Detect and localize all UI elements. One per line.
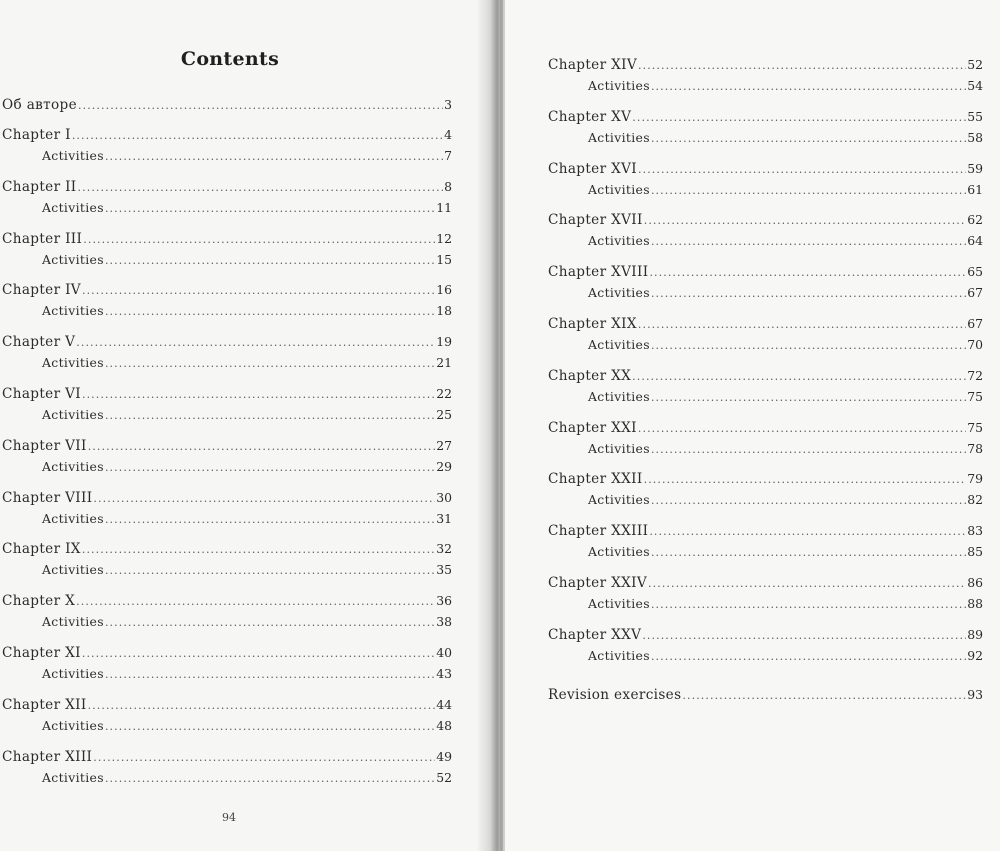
toc-activities-entry[interactable] (2, 300, 452, 321)
toc-chapter-entry[interactable] (548, 54, 983, 75)
dot-leader (638, 55, 966, 76)
toc-chapter-group (548, 520, 983, 572)
toc-activities-entry[interactable] (548, 541, 983, 562)
toc-activities-entry[interactable] (548, 386, 983, 407)
chapter-label: Chapter XV (548, 108, 632, 125)
toc-chapter-entry[interactable] (2, 228, 452, 249)
activities-page: 48 (436, 717, 452, 733)
toc-chapter-entry[interactable] (548, 572, 983, 593)
toc-entry-label: Об авторе (2, 97, 78, 113)
toc-chapter-group (2, 435, 452, 487)
chapter-page: 67 (967, 315, 983, 331)
dot-leader (76, 332, 435, 353)
chapter-label: Chapter XIX (548, 315, 637, 332)
dot-leader (76, 591, 435, 612)
activities-page: 70 (967, 336, 983, 352)
toc-chapter-entry[interactable] (2, 124, 452, 145)
dot-leader (632, 366, 966, 387)
toc-chapter-entry[interactable] (2, 590, 452, 611)
chapter-page: 40 (436, 644, 452, 660)
toc-activities-entry[interactable] (548, 593, 983, 614)
dot-leader (651, 231, 966, 252)
chapter-page: 72 (967, 367, 983, 383)
chapter-page: 4 (444, 127, 452, 142)
toc-chapter-entry[interactable] (548, 365, 983, 386)
left-page (0, 0, 490, 851)
dot-leader (78, 95, 443, 116)
dot-leader (651, 542, 966, 563)
toc-chapter-group (2, 487, 452, 539)
chapter-label: Chapter III (2, 230, 83, 247)
activities-label: Activities (42, 717, 104, 733)
chapter-label: Chapter VII (2, 437, 87, 454)
dot-leader (651, 594, 966, 615)
activities-label: Activities (42, 510, 104, 526)
toc-entry-revision[interactable] (548, 684, 983, 705)
activities-label: Activities (588, 181, 650, 197)
chapter-label: Chapter XXIII (548, 523, 649, 540)
dot-leader (93, 488, 435, 509)
dot-leader (651, 490, 966, 511)
dot-leader (88, 436, 436, 457)
chapter-page: 59 (967, 160, 983, 176)
chapter-label: Chapter XXII (548, 471, 643, 488)
activities-page: 31 (436, 510, 452, 526)
toc-activities-entry[interactable] (2, 197, 452, 218)
toc-activities-entry[interactable] (548, 179, 983, 200)
chapter-label: Chapter XI (2, 644, 81, 661)
chapter-page: 75 (967, 419, 983, 435)
chapter-page: 49 (436, 748, 452, 764)
chapter-label: Chapter XIV (548, 57, 638, 73)
chapter-label: Chapter VI (2, 385, 81, 402)
toc-activities-entry[interactable] (2, 352, 452, 373)
toc-chapter-entry[interactable] (2, 746, 452, 767)
activities-label: Activities (42, 148, 104, 163)
dot-leader (105, 560, 435, 581)
chapter-label: Chapter IX (2, 541, 81, 558)
chapter-label: Chapter XXIV (548, 574, 648, 591)
dot-leader (651, 646, 966, 667)
toc-activities-entry[interactable] (2, 456, 452, 477)
chapter-page: 16 (436, 282, 452, 298)
dot-leader (651, 335, 966, 356)
dot-leader (88, 695, 436, 716)
dot-leader (105, 612, 435, 633)
activities-label: Activities (588, 647, 650, 663)
dot-leader (651, 128, 966, 149)
toc-chapter-group (2, 331, 452, 383)
toc-chapter-group (2, 642, 452, 694)
dot-leader (682, 685, 966, 706)
toc-chapter-entry[interactable] (548, 106, 983, 127)
activities-page: 54 (967, 78, 983, 93)
toc-chapter-group (2, 538, 452, 590)
activities-label: Activities (588, 78, 650, 93)
toc-chapter-group (548, 209, 983, 261)
toc-chapter-entry[interactable] (2, 331, 452, 352)
activities-page: 92 (967, 647, 983, 663)
chapter-page: 32 (436, 541, 452, 557)
dot-leader (644, 469, 967, 490)
left-toc-list (2, 94, 452, 797)
chapter-label: Chapter V (2, 334, 76, 351)
activities-page: 61 (967, 181, 983, 197)
dot-leader (82, 280, 435, 301)
dot-leader (105, 768, 435, 789)
chapter-page: 86 (967, 574, 983, 590)
toc-chapter-entry[interactable] (2, 176, 452, 197)
dot-leader (651, 387, 966, 408)
activities-label: Activities (588, 285, 650, 301)
chapter-label: Chapter XIII (2, 748, 93, 765)
chapter-label: Chapter II (2, 178, 77, 195)
toc-chapter-entry[interactable] (2, 694, 452, 715)
toc-activities-entry[interactable] (2, 767, 452, 788)
toc-activities-entry[interactable] (2, 145, 452, 166)
activities-label: Activities (588, 492, 650, 508)
dot-leader (82, 384, 435, 405)
activities-page: 85 (967, 544, 983, 560)
toc-chapter-entry[interactable] (548, 417, 983, 438)
activities-label: Activities (588, 233, 650, 249)
chapter-page: 83 (967, 523, 983, 539)
toc-chapter-entry[interactable] (2, 642, 452, 663)
chapter-page: 8 (444, 178, 452, 194)
toc-chapter-group (548, 572, 983, 624)
toc-chapter-entry[interactable] (548, 468, 983, 489)
dot-leader (82, 643, 435, 664)
activities-label: Activities (42, 303, 104, 319)
gutter-shadow (500, 0, 503, 851)
chapter-page: 62 (967, 212, 983, 228)
activities-page: 88 (967, 595, 983, 611)
activities-label: Activities (588, 440, 650, 456)
activities-label: Activities (588, 388, 650, 404)
activities-label: Activities (42, 562, 104, 578)
toc-chapter-group (548, 106, 983, 158)
activities-label: Activities (42, 458, 104, 474)
chapter-page: 79 (967, 471, 983, 487)
activities-page: 75 (967, 388, 983, 404)
toc-chapter-group (548, 313, 983, 365)
chapter-label: Chapter IV (2, 282, 81, 299)
toc-chapter-group (2, 694, 452, 746)
activities-label: Activities (42, 199, 104, 215)
dot-leader (649, 521, 966, 542)
activities-label: Activities (588, 336, 650, 352)
activities-page: 21 (436, 355, 452, 371)
activities-page: 43 (436, 665, 452, 681)
chapter-page: 89 (967, 626, 983, 642)
chapter-page: 22 (436, 385, 452, 401)
toc-chapter-entry[interactable] (548, 624, 983, 645)
dot-leader (105, 509, 435, 530)
toc-chapter-group (548, 468, 983, 520)
dot-leader (648, 573, 966, 594)
chapter-label: Chapter XVI (548, 160, 638, 177)
dot-leader (638, 159, 966, 180)
dot-leader (644, 210, 966, 231)
toc-activities-entry[interactable] (548, 438, 983, 459)
toc-chapter-entry[interactable] (548, 313, 983, 334)
activities-label: Activities (588, 544, 650, 560)
chapter-page: 27 (436, 437, 452, 453)
activities-label: Activities (42, 355, 104, 371)
revision-label: Revision exercises (548, 686, 682, 703)
activities-label: Activities (42, 769, 104, 785)
toc-chapter-group (2, 228, 452, 280)
activities-label: Activities (588, 595, 650, 611)
toc-activities-entry[interactable] (2, 559, 452, 580)
dot-leader (72, 125, 443, 146)
toc-chapter-entry[interactable] (548, 261, 983, 282)
right-page (505, 0, 1000, 851)
activities-page: 11 (436, 199, 452, 215)
toc-activities-entry[interactable] (548, 75, 983, 96)
toc-activities-entry[interactable] (548, 334, 983, 355)
chapter-label: Chapter XXV (548, 626, 642, 643)
activities-label: Activities (42, 406, 104, 422)
toc-activities-entry[interactable] (548, 489, 983, 510)
toc-chapter-group (2, 590, 452, 642)
activities-page: 58 (967, 129, 983, 145)
activities-label: Activities (42, 665, 104, 681)
dot-leader (105, 457, 435, 478)
chapter-label: Chapter I (2, 127, 71, 143)
chapter-page: 65 (967, 264, 983, 280)
activities-page: 67 (967, 285, 983, 301)
toc-activities-entry[interactable] (548, 230, 983, 251)
toc-chapter-entry[interactable] (2, 538, 452, 559)
chapter-label: Chapter XX (548, 367, 632, 384)
chapter-label: Chapter XVII (548, 212, 643, 229)
chapter-label: Chapter XVIII (548, 264, 649, 281)
dot-leader (105, 146, 443, 167)
dot-leader (632, 107, 966, 128)
activities-label: Activities (42, 251, 104, 267)
chapter-page: 12 (436, 230, 452, 246)
chapter-page: 36 (436, 593, 452, 609)
activities-label: Activities (42, 614, 104, 630)
toc-activities-entry[interactable] (2, 404, 452, 425)
chapter-page: 52 (967, 57, 983, 72)
activities-label: Activities (588, 129, 650, 145)
page-number: 94 (222, 811, 236, 824)
dot-leader (651, 439, 966, 460)
toc-chapter-group (2, 279, 452, 331)
dot-leader (651, 180, 966, 201)
dot-leader (78, 177, 444, 198)
dot-leader (651, 283, 966, 304)
dot-leader (651, 76, 966, 97)
toc-entry-page: 3 (444, 97, 452, 112)
activities-page: 7 (444, 148, 452, 163)
toc-activities-entry[interactable] (548, 645, 983, 666)
activities-page: 25 (436, 406, 452, 422)
toc-chapter-entry[interactable] (2, 487, 452, 508)
revision-page: 93 (967, 686, 983, 702)
dot-leader (638, 418, 966, 439)
toc-activities-entry[interactable] (2, 611, 452, 632)
toc-activities-entry[interactable] (2, 508, 452, 529)
toc-activities-entry[interactable] (2, 663, 452, 684)
dot-leader (105, 353, 435, 374)
chapter-label: Chapter XII (2, 696, 87, 713)
contents-title: Contents (180, 48, 280, 70)
chapter-page: 30 (436, 489, 452, 505)
toc-chapter-group (548, 365, 983, 417)
toc-chapter-group (2, 383, 452, 435)
activities-page: 64 (967, 233, 983, 249)
dot-leader (105, 250, 435, 271)
activities-page: 78 (967, 440, 983, 456)
dot-leader (105, 301, 435, 322)
toc-chapter-group (548, 261, 983, 313)
toc-activities-entry[interactable] (2, 249, 452, 270)
toc-activities-entry[interactable] (2, 715, 452, 736)
dot-leader (93, 747, 435, 768)
dot-leader (105, 405, 435, 426)
toc-chapter-group (2, 176, 452, 228)
activities-page: 52 (436, 769, 452, 785)
toc-chapter-entry[interactable] (2, 279, 452, 300)
dot-leader (83, 229, 435, 250)
activities-page: 29 (436, 458, 452, 474)
dot-leader (649, 262, 966, 283)
toc-chapter-entry[interactable] (548, 158, 983, 179)
chapter-label: Chapter X (2, 593, 76, 610)
activities-page: 15 (436, 251, 452, 267)
chapter-page: 19 (436, 334, 452, 350)
toc-chapter-group (2, 124, 452, 176)
dot-leader (105, 716, 435, 737)
toc-chapter-entry[interactable] (2, 383, 452, 404)
right-toc-list (548, 54, 983, 705)
dot-leader (82, 539, 435, 560)
toc-chapter-group (2, 746, 452, 798)
dot-leader (105, 198, 435, 219)
toc-activities-entry[interactable] (548, 282, 983, 303)
activities-page: 35 (436, 562, 452, 578)
toc-chapter-entry[interactable] (548, 520, 983, 541)
activities-page: 82 (967, 492, 983, 508)
toc-chapter-entry[interactable] (2, 435, 452, 456)
dot-leader (642, 625, 966, 646)
chapter-label: Chapter VIII (2, 489, 93, 506)
chapter-label: Chapter XXI (548, 419, 637, 436)
dot-leader (105, 664, 435, 685)
activities-page: 18 (436, 303, 452, 319)
toc-chapter-group (548, 417, 983, 469)
activities-page: 38 (436, 614, 452, 630)
chapter-page: 55 (967, 108, 983, 124)
toc-activities-entry[interactable] (548, 127, 983, 148)
dot-leader (638, 314, 966, 335)
toc-chapter-entry[interactable] (548, 209, 983, 230)
chapter-page: 44 (436, 696, 452, 712)
toc-entry-intro[interactable] (2, 94, 452, 115)
toc-chapter-group (548, 54, 983, 106)
toc-chapter-group (548, 624, 983, 676)
toc-chapter-group (548, 158, 983, 210)
